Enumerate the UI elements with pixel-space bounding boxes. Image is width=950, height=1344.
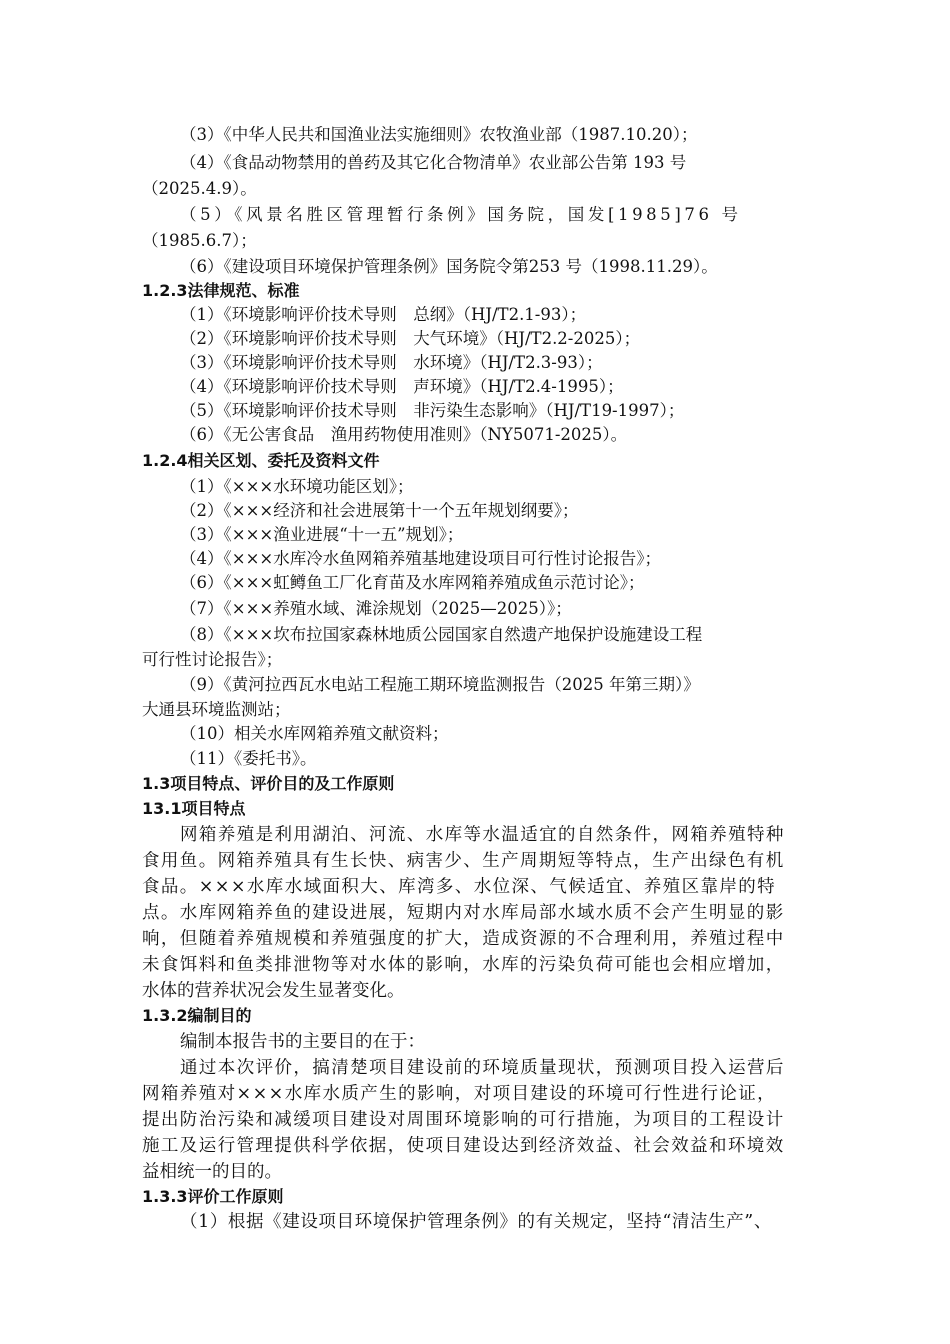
text-line: （1985.6.7）； xyxy=(142,231,257,250)
section-heading: 13.1项目特点 xyxy=(142,799,246,818)
text-line: （3）《环境影响评价技术导则 水环境》（HJ/T2.3-93）； xyxy=(180,353,603,372)
paragraph-line: 未食饵料和鱼类排泄物等对水体的影响，水库的污染负荷可能也会相应增加， xyxy=(142,955,785,975)
text-line: 大通县环境监测站； xyxy=(142,700,291,719)
text-line: （6）《建设项目环境保护管理条例》国务院令第253 号（1998.11.29）。 xyxy=(180,257,718,276)
text-line: （2）《环境影响评价技术导则 大气环境》（HJ/T2.2-2025）； xyxy=(180,329,641,348)
paragraph-line: 网箱养殖是利用湖泊、河流、水库等水温适宜的自然条件，网箱养殖特种 xyxy=(180,825,785,845)
text-line: （9）《黄河拉西瓦水电站工程施工期环境监测报告（2025 年第三期）》 xyxy=(180,675,700,694)
paragraph-line: 益相统一的目的。 xyxy=(142,1162,282,1182)
section-heading: 1.3.2编制目的 xyxy=(142,1006,252,1025)
text-line: （5）《风景名胜区管理暂行条例》国务院，国发[1985]76 号 xyxy=(180,205,742,224)
paragraph-line: （1）根据《建设项目环境保护管理条例》的有关规定，坚持“清洁生产”、 xyxy=(180,1212,772,1232)
paragraph-line: 食用鱼。网箱养殖具有生长快、病害少、生产周期短等特点，生产出绿色有机 xyxy=(142,851,785,871)
text-line: （3）《中华人民共和国渔业法实施细则》农牧渔业部（1987.10.20）； xyxy=(180,125,698,144)
text-line: （7）《×××养殖水域、滩涂规划（2025—2025）》； xyxy=(180,599,572,618)
text-line: （3）《×××渔业进展“十一五”规划》； xyxy=(180,525,464,544)
paragraph-line: 提出防治污染和减缓项目建设对周围环境影响的可行措施，为项目的工程设计 xyxy=(142,1110,785,1130)
paragraph-line: 水体的营养状况会发生显著变化。 xyxy=(142,981,405,1001)
text-line: （2）《×××经济和社会进展第十一个五年规划纲要》； xyxy=(180,501,579,520)
section-heading: 1.2.3法律规范、标准 xyxy=(142,281,300,300)
text-line: （6）《无公害食品 渔用药物使用准则》（NY5071-2025）。 xyxy=(180,425,628,444)
text-line: （4）《×××水库冷水鱼网箱养殖基地建设项目可行性讨论报告》； xyxy=(180,549,661,568)
paragraph-line: 编制本报告书的主要目的在于： xyxy=(180,1032,425,1052)
text-line: （1）《×××水环境功能区划》； xyxy=(180,477,414,496)
section-heading: 1.2.4相关区划、委托及资料文件 xyxy=(142,451,380,470)
paragraph-line: 响，但随着养殖规模和养殖强度的扩大，造成资源的不合理利用，养殖过程中 xyxy=(142,929,785,949)
text-line: （4）《环境影响评价技术导则 声环境》（HJ/T2.4-1995）； xyxy=(180,377,624,396)
text-line: （11）《委托书》。 xyxy=(180,749,317,768)
text-line: （1）《环境影响评价技术导则 总纲》（HJ/T2.1-93）； xyxy=(180,305,587,324)
paragraph-line: 食品。×××水库水域面积大、库湾多、水位深、气候适宜、养殖区靠岸的特 xyxy=(142,877,777,897)
section-heading: 1.3.3评价工作原则 xyxy=(142,1187,284,1206)
text-line: （4）《食品动物禁用的兽药及其它化合物清单》农业部公告第 193 号 xyxy=(180,153,687,172)
section-heading: 1.3项目特点、评价目的及工作原则 xyxy=(142,774,395,793)
paragraph-line: 点。水库网箱养鱼的建设进展，短期内对水库局部水域水质不会产生明显的影 xyxy=(142,903,785,923)
text-line: （5）《环境影响评价技术导则 非污染生态影响》（HJ/T19-1997）； xyxy=(180,401,685,420)
text-line: （8）《×××坎布拉国家森林地质公园国家自然遗产地保护设施建设工程 xyxy=(180,625,703,644)
text-line: （2025.4.9）。 xyxy=(142,179,257,198)
paragraph-line: 施工及运行管理提供科学依据，使项目建设达到经济效益、社会效益和环境效 xyxy=(142,1136,785,1156)
paragraph-line: 网箱养殖对×××水库水质产生的影响，对项目建设的环境可行性进行论证， xyxy=(142,1084,777,1104)
text-line: （6）《×××虹鳟鱼工厂化育苗及水库网箱养殖成鱼示范讨论》； xyxy=(180,573,645,592)
text-line: （10）相关水库网箱养殖文献资料； xyxy=(180,724,449,743)
text-line: 可行性讨论报告》； xyxy=(142,650,283,669)
paragraph-line: 通过本次评价，搞清楚项目建设前的环境质量现状，预测项目投入运营后 xyxy=(180,1058,785,1078)
